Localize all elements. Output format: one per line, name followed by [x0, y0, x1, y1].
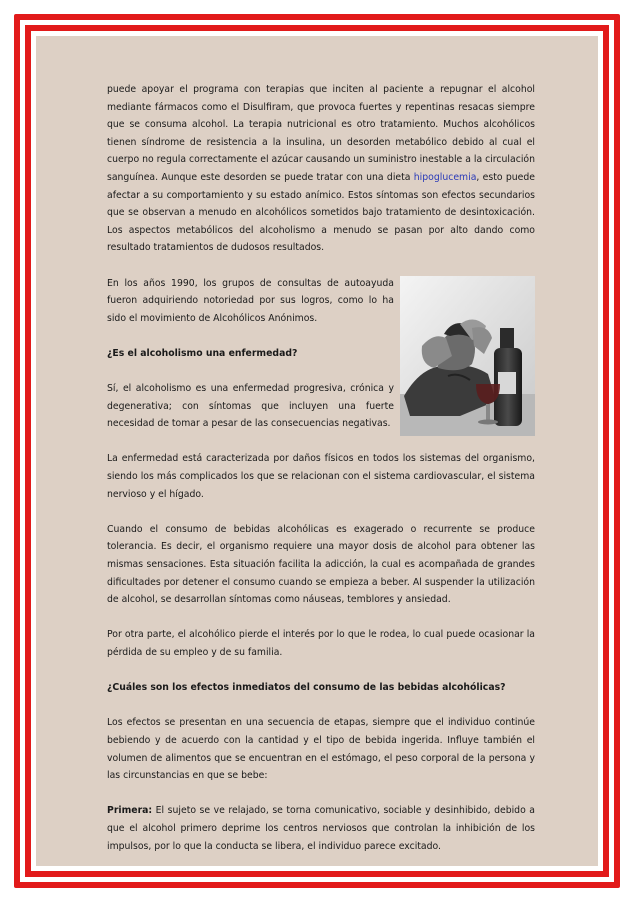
paragraph-first-stage: Primera: El sujeto se ve relajado, se torna comunicativo, sociable y desinhibido, debido a que el alcohol primero deprime los centros nerviosos que controlan la inhibición de los impulsos, por lo que la conducta se libera, el individuo parece excitado. — [107, 805, 535, 852]
paragraph-progressive: Sí, el alcoholismo es una enfermedad progresiva, crónica y degenerativa; con síntomas que incluyen una fuerte necesidad de tomar a pesar de las consecuencias negativas. — [107, 383, 394, 430]
man-drinking-photo — [400, 276, 535, 436]
hipoglucemia-link[interactable]: hipoglucemia — [413, 171, 477, 183]
paragraph-stages: Los efectos se presentan en una secuencia de etapas, siempre que el individuo continúe bebiendo y de acuerdo con la cantidad y el tipo de bebida ingerida. Influye también el volumen de alimentos que se encuentran en el estómago, el peso corporal de la persona y las circunstancias en que se bebe: — [107, 717, 535, 782]
man-drinking-image — [400, 276, 535, 436]
paragraph-treatment: puede apoyar el programa con terapias que inciten al paciente a repugnar el alcohol mediante fármacos como el Disulfiram, que provoca fuertes y repentinas resacas siempre que se consuma alcohol. La terapia nutricional es otro tratamiento. Muchos alcohólicos tienen síndrome de resistencia a la insulina, un desorden metabólico debido al cual el cuerpo no regula correctamente el azúcar causando un suministro inestable a la circulación sanguínea. Aunque este desorden se puede tratar con una dieta hipoglucemia, esto puede afectar a su comportamiento y su estado anímico. Estos síntomas son efectos secundarios que se observan a menudo en alcohólicos sometidos bajo tratamiento de desintoxicación. Los aspectos metabólicos del alcoholismo a menudo se pasan por alto dando como resultado tratamientos de dudosos resultados. — [107, 84, 535, 254]
question-effects-text: ¿Cuáles son los efectos inmediatos del consumo de las bebidas alcohólicas? — [107, 682, 506, 694]
first-stage-label: Primera: — [107, 805, 153, 817]
paragraph-tolerance: Cuando el consumo de bebidas alcohólicas es exagerado o recurrente se produce tolerancia. Es decir, el organismo requiere una mayor dosis de alcohol para obtener las mismas sensaciones. Esta situación facilita la adicción, la cual es acompañada de grandes dificultades por detener el consumo cuando se empieza a beber. Al suspender la utilización de alcohol, se desarrollan síntomas como náuseas, temblores y ansiedad. — [107, 523, 535, 606]
question-disease-text: ¿Es el alcoholismo una enfermedad? — [107, 347, 298, 359]
paragraph-loss: Por otra parte, el alcohólico pierde el interés por lo que le rodea, lo cual puede ocasionar la pérdida de su empleo y de su familia. — [107, 629, 535, 658]
paragraph-self-help: En los años 1990, los grupos de consultas de autoayuda fueron adquiriendo notoriedad por sus logros, como lo ha sido el movimiento de Alcohólicos Anónimos. — [107, 277, 394, 324]
document-body — [107, 81, 535, 855]
paragraph-physical-damage: La enfermedad está caracterizada por daños físicos en todos los sistemas del organismo, siendo los más complicados los que se relacionan con el sistema cardiovascular, el sistema nervioso y el hígado. — [107, 453, 535, 500]
question-effects — [107, 679, 535, 697]
